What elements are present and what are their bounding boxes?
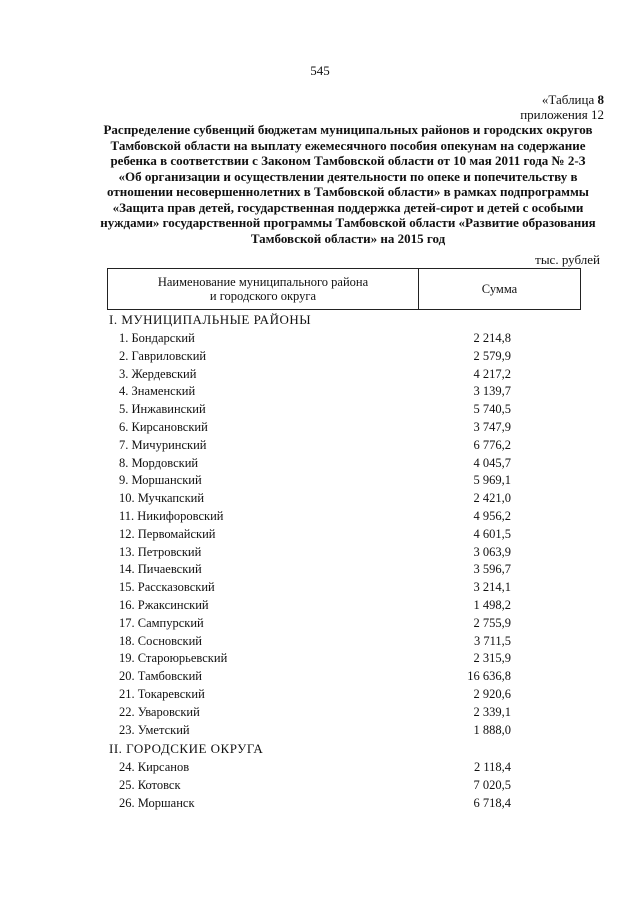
row-name: 24. Кирсанов	[119, 760, 190, 775]
row-name: 22. Уваровский	[119, 704, 200, 719]
row-sum: 4 956,2	[473, 508, 511, 523]
row-name: 10. Мучкапский	[119, 491, 205, 506]
table-row	[107, 348, 581, 366]
table-row	[107, 383, 581, 401]
row-name: 11. Никифоровский	[119, 508, 224, 523]
appendix-table-prefix: «Таблица	[541, 92, 598, 107]
table-row	[107, 526, 581, 544]
row-sum: 3 063,9	[473, 544, 511, 559]
table-row	[107, 330, 581, 348]
row-sum: 4 045,7	[473, 455, 511, 470]
table-row	[107, 615, 581, 633]
row-name: 3. Жердевский	[119, 366, 197, 381]
row-name: 20. Тамбовский	[119, 669, 202, 684]
row-sum: 5 740,5	[473, 402, 511, 417]
row-name: 21. Токаревский	[119, 686, 205, 701]
row-name: 23. Уметский	[119, 722, 190, 737]
row-sum: 2 920,6	[473, 686, 511, 701]
table-row	[107, 490, 581, 508]
row-name: 19. Староюрьевский	[119, 651, 228, 666]
row-sum: 1 888,0	[473, 722, 511, 737]
table-row	[107, 704, 581, 722]
subsidy-table	[107, 268, 581, 813]
page-number: 545	[310, 63, 330, 78]
appendix-table-number: 8	[597, 92, 604, 107]
table-row	[107, 544, 581, 562]
row-sum: 5 969,1	[473, 473, 511, 488]
table-row	[107, 455, 581, 473]
row-name: 2. Гавриловский	[119, 348, 207, 363]
table-row	[107, 597, 581, 615]
table-row	[107, 759, 581, 777]
row-name: 5. Инжавинский	[119, 402, 206, 417]
table-row	[107, 722, 581, 740]
table-row	[107, 419, 581, 437]
row-sum: 2 579,9	[473, 348, 511, 363]
row-name: 6. Кирсановский	[119, 419, 208, 434]
row-name: 1. Бондарский	[119, 331, 195, 345]
row-sum: 4 601,5	[473, 526, 511, 541]
row-sum: 16 636,8	[467, 669, 511, 684]
document-title: Распределение субвенций бюджетам муниципальных районов и городских округов Тамбовской области на выплату ежемесячного пособия опекунам на содержание ребенка в соответствии с Законом Тамбовской области от 10 мая 2011 года № 2-З «Об организации и осуществлении деятельности по опеке и попечительству в отношении несовершеннолетних в Тамбовской области» в рамках подпрограммы «Защита прав детей, государственная поддержка детей-сирот и детей с особыми нуждами» государственной программы Тамбовской области «Развитие образования Тамбовской области» на 2015 год	[100, 122, 596, 246]
table-row	[107, 561, 581, 579]
row-sum: 7 020,5	[473, 778, 511, 793]
row-sum: 2 118,4	[473, 760, 511, 775]
row-sum: 1 498,2	[473, 597, 511, 612]
row-name: 25. Котовск	[119, 778, 181, 793]
row-sum: 2 214,8	[473, 331, 511, 345]
table-row	[107, 777, 581, 795]
table-body	[107, 310, 581, 813]
table-row	[107, 508, 581, 526]
table-row	[107, 795, 581, 813]
table-header	[107, 268, 581, 310]
section-heading: II. ГОРОДСКИЕ ОКРУГА	[109, 741, 264, 757]
table-row	[107, 401, 581, 419]
table-row	[107, 437, 581, 455]
table-row	[107, 650, 581, 668]
table-row	[107, 366, 581, 384]
row-name: 26. Моршанск	[119, 795, 195, 810]
row-name: 13. Петровский	[119, 544, 202, 559]
row-sum: 3 711,5	[473, 633, 511, 648]
row-sum: 6 718,4	[473, 795, 511, 810]
row-sum: 6 776,2	[473, 437, 511, 452]
header-name-cell	[108, 269, 419, 309]
row-sum: 3 139,7	[473, 384, 511, 399]
row-sum: 3 596,7	[473, 562, 511, 577]
row-name: 9. Моршанский	[119, 473, 202, 488]
row-name: 8. Мордовский	[119, 455, 199, 470]
appendix-reference	[520, 92, 604, 122]
row-name: 15. Рассказовский	[119, 580, 215, 595]
table-row	[107, 472, 581, 490]
header-name-line2: и городского округа	[209, 289, 317, 303]
row-sum: 2 339,1	[473, 704, 511, 719]
row-sum: 4 217,2	[473, 366, 511, 381]
table-row	[107, 686, 581, 704]
row-name: 7. Мичуринский	[119, 437, 207, 452]
table-row	[107, 579, 581, 597]
row-name: 18. Сосновский	[119, 633, 202, 648]
table-row	[107, 633, 581, 651]
row-sum: 2 755,9	[473, 615, 511, 630]
appendix-line2: приложения 12	[520, 107, 604, 122]
row-name: 12. Первомайский	[119, 526, 216, 541]
units-label: тыс. рублей	[535, 252, 600, 267]
row-name: 4. Знаменский	[119, 384, 196, 399]
row-name: 14. Пичаевский	[119, 562, 202, 577]
table-row	[107, 668, 581, 686]
header-name-line1: Наименование муниципального района	[157, 275, 369, 289]
appendix-table-line	[520, 92, 604, 107]
row-sum: 3 747,9	[473, 419, 511, 434]
row-sum: 2 421,0	[473, 491, 511, 506]
header-sum-cell: Сумма	[481, 281, 518, 296]
row-sum: 3 214,1	[473, 580, 511, 595]
section-heading: I. МУНИЦИПАЛЬНЫЕ РАЙОНЫ	[109, 312, 312, 327]
row-sum: 2 315,9	[473, 651, 511, 666]
row-name: 16. Ржаксинский	[119, 597, 209, 612]
row-name: 17. Сампурский	[119, 615, 204, 630]
